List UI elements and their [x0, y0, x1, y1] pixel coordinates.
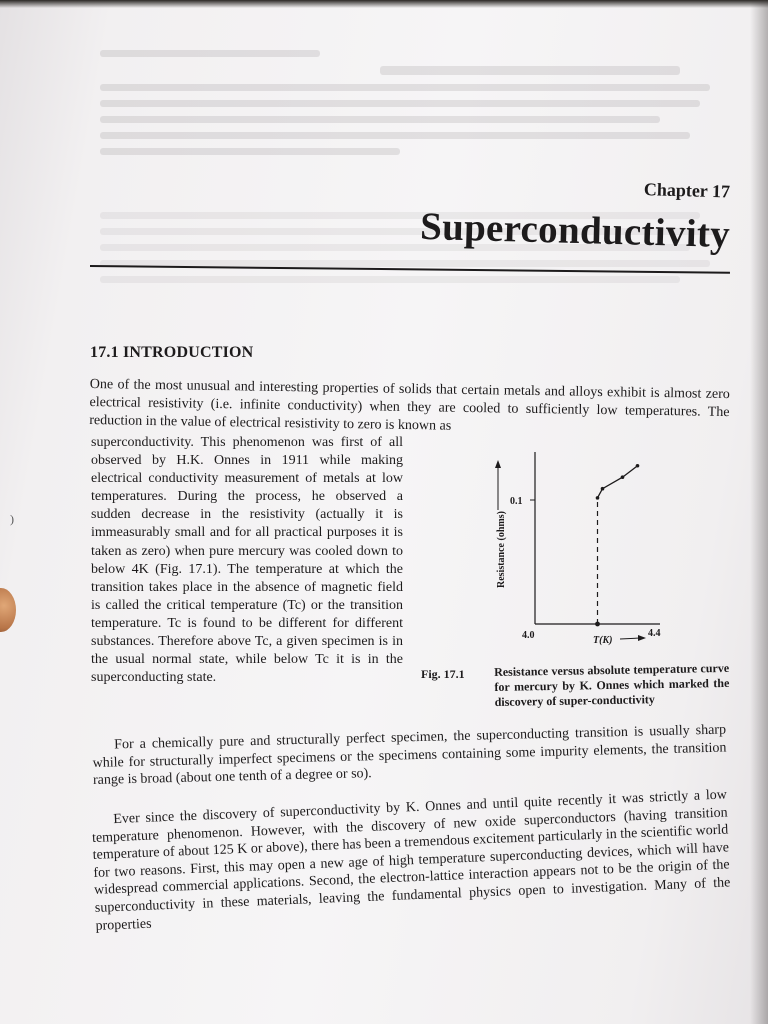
figure-caption: Resistance versus absolute temperature curve for mercury by K. Onnes which marked the discovery of super-conductivity — [494, 660, 730, 709]
data-point — [601, 487, 605, 491]
data-point — [621, 475, 625, 479]
x-tick-label-right: 4.4 — [648, 628, 661, 639]
data-point — [595, 622, 600, 627]
thumb-at-page-edge — [0, 588, 16, 632]
chart-axes — [530, 452, 660, 624]
x-axis-label-arrow — [620, 638, 640, 639]
paragraph-intro-full-width: One of the most unusual and interesting properties of solids that certain metals and alloys exhibit is almost zero electrical resistivity (i.e. infinite conductivity) when they are cooled to sufficiently low temperatures. The reduction in the value of electrical resistivity to zero is known as — [89, 376, 730, 434]
chart-series — [595, 464, 639, 626]
resistance-temperature-chart — [480, 440, 730, 680]
figure-label: Fig. 17.1 — [421, 667, 465, 681]
section-heading: 17.1 INTRODUCTION — [90, 344, 254, 361]
y-tick-label: 0.1 — [510, 496, 523, 507]
y-axis-label: Resistance (ohms) — [496, 511, 507, 588]
page-gutter-shadow — [750, 0, 768, 1024]
x-axis-label: T(K) — [593, 635, 613, 646]
page-top-shadow — [0, 0, 768, 8]
data-point — [596, 496, 600, 500]
y-arrow-head — [495, 460, 501, 468]
x-arrow-head — [638, 635, 646, 641]
data-point — [636, 464, 640, 468]
paragraph-discovery: Ever since the discovery of superconductivity by K. Onnes and until quite recently it was strictly a low temperature phenomenon. However, with the discovery of new oxide superconductors (having transition temperature of about 125 K or above), there has been a tremendous excitement particularly in the scientific world for two reasons. First, this may open a new age of high temperature superconducting devices, which will have widespread commercial applications. Second, the electron-lattice interaction appears not to be the origin of the superconductivity in these materials, leaving the fundamental physics open to investigation. Many of the properties — [91, 787, 731, 934]
paragraph-intro-wrapped: superconductivity. This phenomenon was first of all observed by H.K. Onnes in 1911 while making electrical conductivity measurement of metals at low temperatures. During the process, he observed a sudden decrease in the resistivity (actually it is immeasurably small and for all practical purposes it is taken as zero) when pure mercury was cooled down to below 4K (Fig. 17.1). The temperature at which the transition takes place in the absence of magnetic field is called the critical temperature (Tc) or the transition temperature. Tc is found to be different for different substances. Therefore above Tc, a given specimen is in the usual normal state, while below Tc it is in the superconducting state. — [91, 435, 403, 686]
chapter-title: Superconductivity — [419, 204, 731, 256]
paragraph-transition: For a chemically pure and structurally perfect specimen, the superconducting transition is usually sharp while for structurally imperfect specimens or the specimens containing some impurity elements, the transition range is broad (about one tenth of a degree or so). — [92, 722, 727, 788]
chapter-label: Chapter 17 — [643, 179, 731, 202]
normal-state-curve — [598, 466, 638, 498]
x-tick-label-left: 4.0 — [522, 630, 535, 641]
title-rule — [90, 265, 730, 274]
axis-arrows — [495, 460, 646, 641]
margin-mark: ) — [10, 512, 14, 526]
